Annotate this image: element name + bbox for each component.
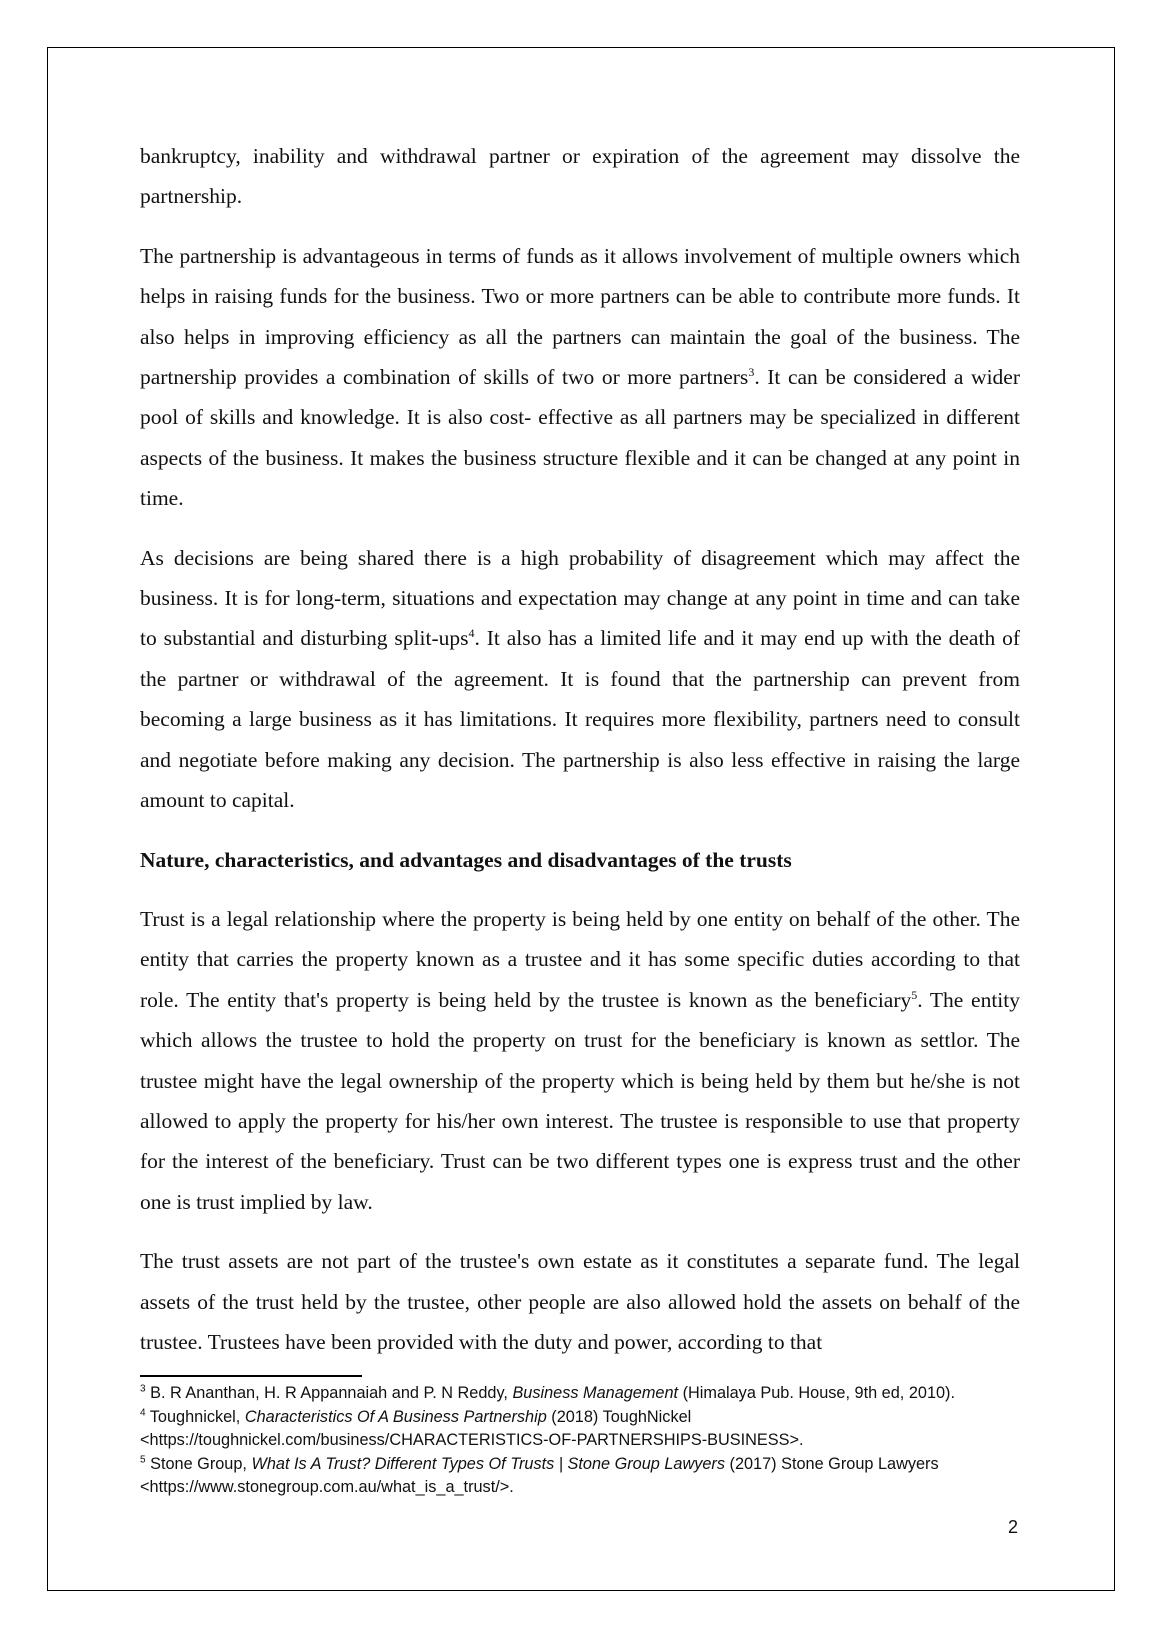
footnote-ref-4[interactable]: 4 bbox=[468, 626, 475, 641]
footnote-5: $^5$ Stone Group, What Is A Trust? Different Types Of Trusts | Stone Group Lawyers (2017) Stone Group Lawyers bbox=[140, 1454, 939, 1473]
footnote-ref-5[interactable]: 5 bbox=[911, 987, 918, 1002]
footnote-4-url[interactable]: <https://toughnickel.com/business/CHARACTERISTICS-OF-PARTNERSHIPS-BUSINESS>. bbox=[140, 1431, 804, 1450]
paragraph-2: The partnership is advantageous in terms of funds as it allows involvement of multiple owners which helps in raising funds for the business. Two or more partners can be able to contribute more funds. It also helps in improving efficiency as all the partners can maintain the goal of the business. The partnership provides a combination of skills of two or more partners$^3$. It can be considered a wider pool of skills and knowledge. It is also cost- effective as all partners may be specialized in different aspects of the business. It makes the business structure flexible and it can be changed at any point in time. bbox=[140, 243, 1020, 511]
paragraph-5: The trust assets are not part of the trustee's own estate as it constitutes a separate fund. The legal assets of the trust held by the trustee, other people are also allowed hold the assets on behalf of the trustee. Trustees have been provided with the duty and power, according to that bbox=[140, 1249, 1020, 1354]
page-number: 2 bbox=[1008, 1517, 1019, 1537]
footnote-4: $^4$ Toughnickel, Characteristics Of A Business Partnership (2018) ToughNickel bbox=[140, 1407, 692, 1426]
footnote-3: $^3$ B. R Ananthan, H. R Appannaiah and P. N Reddy, Business Management (Himalaya Pub. House, 9th ed, 2010). bbox=[140, 1383, 955, 1402]
document-body bbox=[140, 136, 1020, 1381]
footnotes bbox=[140, 1382, 1040, 1500]
footnote-separator bbox=[140, 1375, 362, 1377]
paragraph-4: Trust is a legal relationship where the property is being held by one entity on behalf of the other. The entity that carries the property known as a trustee and it has some specific duties according to that role. The entity that's property is being held by the trustee is known as the beneficiary$^5$. The entity which allows the trustee to hold the property on trust for the beneficiary is known as settlor. The trustee might have the legal ownership of the property which is being held by them but he/she is not allowed to apply the property for his/her own interest. The trustee is responsible to use that property for the interest of the beneficiary. Trust can be two different types one is express trust and the other one is trust implied by law. bbox=[140, 906, 1020, 1214]
paragraph-1: bankruptcy, inability and withdrawal partner or expiration of the agreement may dissolve the partnership. bbox=[140, 144, 1020, 209]
footnote-5-url[interactable]: <https://www.stonegroup.com.au/what_is_a_trust/>. bbox=[140, 1478, 514, 1497]
footnote-ref-3[interactable]: 3 bbox=[748, 364, 755, 379]
paragraph-3: As decisions are being shared there is a high probability of disagreement which may affect the business. It is for long-term, situations and expectation may change at any point in time and can take to substantial and disturbing split-ups$^4$. It also has a limited life and it may end up with the death of the partner or withdrawal of the agreement. It is found that the partnership can prevent from becoming a large business as it has limitations. It requires more flexibility, partners need to consult and negotiate before making any decision. The partnership is also less effective in raising the large amount to capital. bbox=[140, 545, 1020, 813]
section-heading: Nature, characteristics, and advantages and disadvantages of the trusts bbox=[140, 847, 792, 872]
